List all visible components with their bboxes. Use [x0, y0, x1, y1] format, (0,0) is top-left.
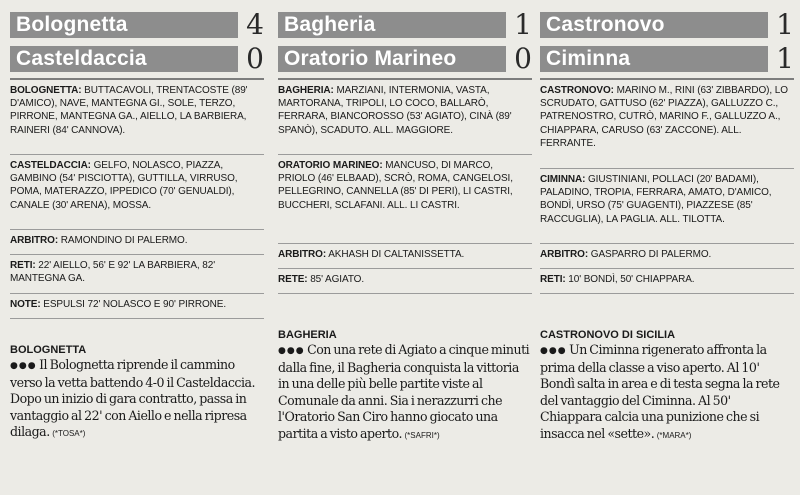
lineup-team-label: CASTRONOVO:	[540, 85, 614, 96]
scoreline-away	[540, 44, 794, 74]
home-team-name: Bagheria	[278, 12, 506, 38]
goals-label: RETI:	[540, 274, 566, 285]
author-signature: (*SAFRI*)	[404, 430, 440, 440]
divider	[10, 293, 264, 294]
match-column-bolognetta	[10, 10, 264, 443]
bullet-dots-icon: ●●●	[278, 346, 305, 356]
divider	[540, 268, 794, 269]
report-text: Un Ciminna rigenerato affronta la prima della classe a viso aperto. Al 10' Bondì salta in area e di testa segna la rete del vantaggio del Ciminna. Al 50' Chiappara calcia una punizione che si insacca nel «sette».	[540, 342, 780, 441]
match-column-bagheria	[278, 10, 532, 444]
divider	[10, 154, 264, 155]
divider	[278, 268, 532, 269]
scoreline-away	[10, 44, 264, 74]
referee	[10, 234, 264, 250]
referee-label: ARBITRO:	[278, 249, 327, 260]
match-report	[540, 342, 794, 444]
referee-text: RAMONDINO DI PALERMO.	[60, 235, 188, 246]
referee-label: ARBITRO:	[10, 235, 59, 246]
referee-label: ARBITRO:	[540, 249, 589, 260]
lineup-team-label: CIMINNA:	[540, 174, 586, 185]
lineup-team-label: ORATORIO MARINEO:	[278, 160, 383, 171]
divider	[278, 154, 532, 155]
away-team-name: Oratorio Marineo	[278, 46, 506, 72]
divider	[10, 254, 264, 255]
report-text: Il Bolognetta riprende il cammino verso la vetta battendo 4-0 il Casteldaccia. Dopo un inizio di gara contratto, passa in vantaggio al 22' con Aiello e nella ripresa dilaga.	[10, 357, 255, 439]
divider	[540, 293, 794, 294]
lineup-text: GIUSTINIANI, POLLACI (20' BADAMI), PALADINO, TROPIA, FERRARA, AMATO, D'AMICO, BONDÌ, URSO (75' GUAGENTI), PIAZZESE (85' RACCUGLIA), LA PAGLIA. ALL. TILOTTA.	[540, 174, 772, 225]
home-lineup	[278, 84, 532, 150]
scoreline-away	[278, 44, 532, 74]
report-text: Con una rete di Agiato a cinque minuti dalla fine, il Bagheria conquista la vittoria in una delle più belle partite viste al Comunale da anni. Sia i nerazzurri che l'Oratorio San Ciro hanno giocato una partita a visto aperto.	[278, 342, 530, 441]
author-signature: (*MARA*)	[656, 430, 692, 440]
goals-text: 85' AGIATO.	[310, 274, 365, 285]
referee-text: AKHASH DI CALTANISSETTA.	[328, 249, 465, 260]
home-team-name: Bolognetta	[10, 12, 238, 38]
lineup-text: BUTTACAVOLI, TRENTACOSTE (89' D'AMICO), NAVE, MANTEGNA GI., SOLE, TERZO, PIRRONE, MANTEGNA GA., AIELLO, LA BARBIERA, RAINERI (84' CANNOVA).	[10, 85, 248, 136]
away-team-name: Ciminna	[540, 46, 768, 72]
divider	[540, 243, 794, 244]
lineup-text: MARINO M., RINI (63' ZIBBARDO), LO SCRUDATO, GATTUSO (62' PIAZZA), GALLUZZO C., PATRENOSTRO, CUTRÒ, MARINO F., GALLUZZO A., CHIAPPARA, CARUSO (63' ZACCONE). ALL. FERRANTE.	[540, 85, 788, 149]
bullet-dots-icon: ●●●	[540, 346, 567, 356]
report-heading: CASTRONOVO DI SICILIA	[540, 329, 676, 341]
referee	[278, 248, 532, 264]
home-team-goals: 1	[514, 8, 532, 41]
away-team-name: Casteldaccia	[10, 46, 238, 72]
away-team-goals: 0	[246, 42, 264, 75]
referee-text: GASPARRO DI PALERMO.	[590, 249, 712, 260]
match-report	[278, 342, 532, 444]
divider	[10, 229, 264, 230]
scoreline-home	[10, 10, 264, 40]
divider	[278, 293, 532, 294]
match-report	[10, 357, 264, 443]
divider	[278, 78, 532, 80]
goals-text: 10' BONDÌ, 50' CHIAPPARA.	[568, 274, 695, 285]
home-team-name: Castronovo	[540, 12, 768, 38]
author-signature: (*TOSA*)	[52, 429, 86, 438]
divider	[540, 168, 794, 169]
away-lineup	[278, 159, 532, 239]
home-lineup	[10, 84, 264, 150]
away-lineup	[10, 159, 264, 225]
goals-text: 22' AIELLO, 56' E 92' LA BARBIERA, 82' MANTEGNA GA.	[10, 260, 216, 285]
away-lineup	[540, 173, 794, 239]
bullet-dots-icon: ●●●	[10, 361, 37, 371]
notes-label: NOTE:	[10, 299, 41, 310]
referee	[540, 248, 794, 264]
home-team-goals: 4	[246, 8, 264, 41]
lineup-text: MARZIANI, INTERMONIA, VASTA, MARTORANA, TRIPOLI, LO COCO, BALLARÒ, FERRARA, BIANCOROSSO (53' AGIATO), CINÀ (89' SPANÒ), SCADUTO. ALL. MAGGIORE.	[278, 85, 512, 136]
divider	[540, 78, 794, 80]
lineup-team-label: CASTELDACCIA:	[10, 160, 91, 171]
scoreline-home	[278, 10, 532, 40]
lineup-text: MANCUSO, DI MARCO, PRIOLO (46' ELBAAD), SCRÒ, ROMA, CANGELOSI, PELLEGRINO, CANNELLA (85' DI PERI), LI CASTRI, BUCCHERI, SCLAFANI. ALL. LI CASTRI.	[278, 160, 513, 211]
goals-label: RETI:	[10, 260, 36, 271]
divider	[10, 78, 264, 80]
notes	[10, 298, 264, 314]
goals-list	[540, 273, 794, 289]
goals-list	[10, 259, 264, 289]
goals-label: RETE:	[278, 274, 308, 285]
away-team-goals: 0	[514, 42, 532, 75]
report-heading: BOLOGNETTA	[10, 344, 87, 356]
match-column-castronovo	[540, 10, 794, 444]
lineup-text: GELFO, NOLASCO, PIAZZA, GAMBINO (54' PISCIOTTA), GUTTILLA, VIRRUSO, POMA, MATERAZZO, IPPEDICO (70' GENUALDI), CANALE (30' ARENA), MOSSA.	[10, 160, 238, 211]
home-team-goals: 1	[776, 8, 794, 41]
report-heading: BAGHERIA	[278, 329, 337, 341]
lineup-team-label: BAGHERIA:	[278, 85, 334, 96]
goals-list	[278, 273, 532, 289]
divider	[10, 318, 264, 319]
notes-text: ESPULSI 72' NOLASCO E 90' PIRRONE.	[43, 299, 227, 310]
away-team-goals: 1	[776, 42, 794, 75]
home-lineup	[540, 84, 794, 164]
scoreline-home	[540, 10, 794, 40]
divider	[278, 243, 532, 244]
lineup-team-label: BOLOGNETTA:	[10, 85, 82, 96]
